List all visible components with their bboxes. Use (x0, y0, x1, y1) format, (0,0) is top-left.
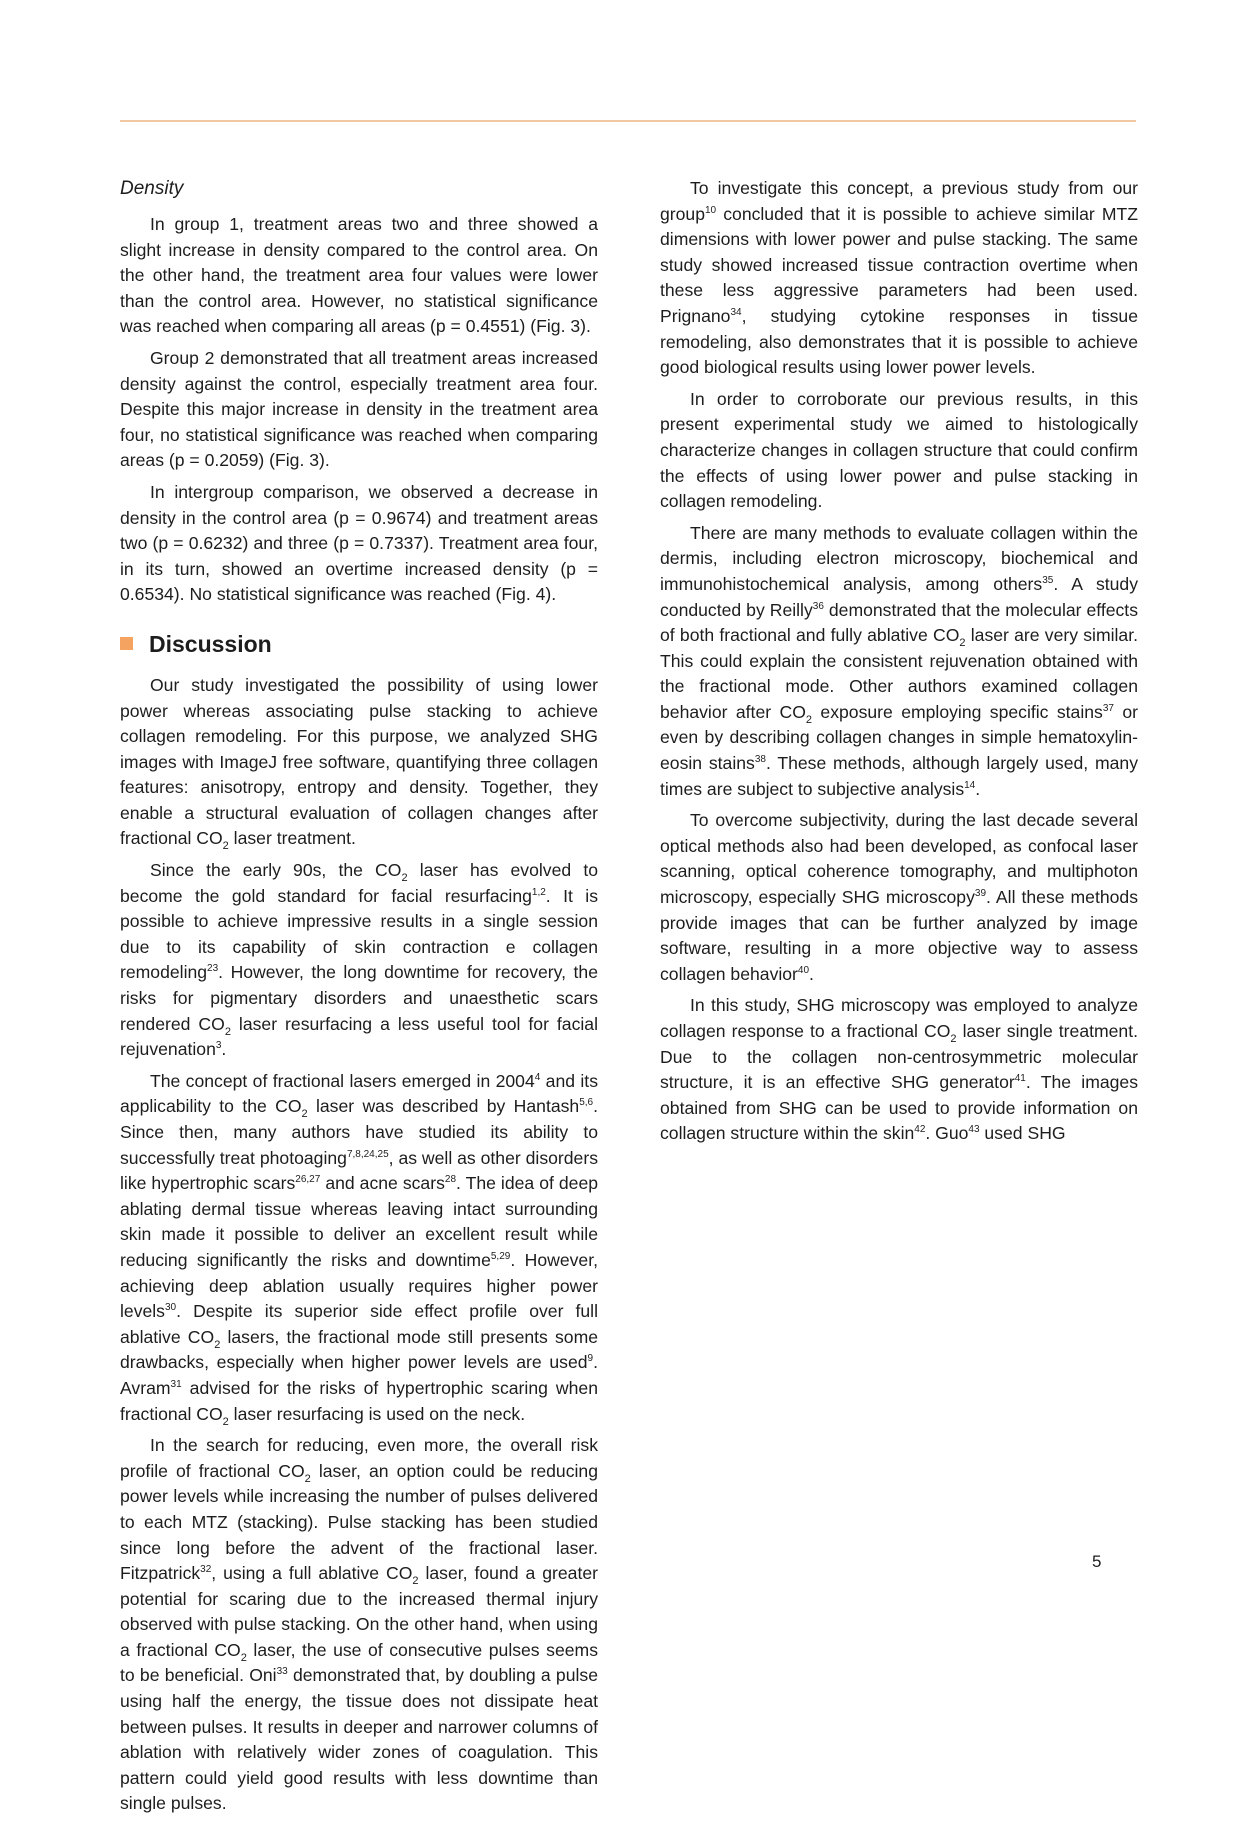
discussion-paragraph-8: To overcome subjectivity, during the last decade several optical methods also had been developed, as confocal laser scanning, optical coherence tomography, and multiphoton microscopy, especially SHG microscopy$^{39}$. All these methods provide images that can be further analyzed by image software, resulting in a more objective way to assess collagen behavior$^{40}$. (660, 810, 1138, 984)
right-column (660, 176, 1138, 1153)
discussion-paragraph-4-start: In the search for reducing, even more, the overall risk profile of fractional $CO_2$ laser, an option could be reducing power levels while increasing the number of pulses delivered to each MTZ (stacking). Pulse stacking has been studied since long before the advent of the fractional laser. Fitzpatrick$^{32}$, using a full ablative $CO_2$ laser, found a greater potential for scaring due to the increased thermal injury observed with pulse stacking. On the other hand, when using a fractional $CO_2$ laser, the use of consecutive pulses seems to be beneficial. Oni$^{33}$ demonstrated that, by doubling a pulse using half the energy, the tissue does not dissipate heat between pulses. It results in deeper and narrower columns of ablation with relatively wider zones of coagulation. This pattern could yield good results with less downtime than single pulses. (120, 1435, 598, 1814)
density-paragraph-3: In intergroup comparison, we observed a decrease in density in the control area (p = 0.9674) and treatment areas two (p = 0.6232) and three (p = 0.7337). Treatment area four, in its turn, showed an overtime increased density (p = 0.6534). No statistical significance was reached (Fig. 4). (120, 481, 598, 605)
discussion-paragraph-7: There are many methods to evaluate collagen within the dermis, including electron microscopy, biochemical and immunohistochemical analysis, among others$^{35}$. A study conducted by Reilly$^{36}$ demonstrated that the molecular effects of both fractional and fully ablative $CO_2$ laser are very similar. This could explain the consistent rejuvenation obtained with the fractional mode. Other authors examined collagen behavior after $CO_2$ exposure employing specific stains$^{37}$ or even by describing collagen changes in simple hematoxylin-eosin stains$^{38}$. These methods, although largely used, many times are subject to subjective analysis$^{14}$. (660, 522, 1138, 799)
header-rule (120, 120, 1136, 122)
left-column (120, 176, 598, 1823)
discussion-paragraph-2: Since the early 90s, the $CO_2$ laser has evolved to become the gold standard for facial resurfacing$^{1,2}$. It is possible to achieve impressive results in a single session due to its capability of skin contraction e collagen remodeling$^{23}$. However, the long downtime for recovery, the risks for pigmentary disorders and unaesthetic scars rendered $CO_2$ laser resurfacing a less useful tool for facial rejuvenation$^3$. (120, 860, 598, 1060)
discussion-paragraph-3: The concept of fractional lasers emerged in 2004$^4$ and its applicability to the $CO_2$ laser was described by Hantash$^{5,6}$. Since then, many authors have studied its ability to successfully treat photoaging$^{7,8,24,25}$, as well as other disorders like hypertrophic scars$^{26,27}$ and acne scars$^{28}$. The idea of deep ablating dermal tissue whereas leaving intact surrounding skin made it possible to deliver an excellent result while reducing significantly the risks and downtime$^{5,29}$. However, achieving deep ablation usually requires higher power levels$^{30}$. Despite its superior side effect profile over full ablative $CO_2$ lasers, the fractional mode still presents some drawbacks, especially when higher power levels are used$^9$. Avram$^{31}$ advised for the risks of hypertrophic scaring when fractional $CO_2$ laser resurfacing is used on the neck. (120, 1070, 599, 1428)
discussion-paragraph-9: In this study, SHG microscopy was employed to analyze collagen response to a fractional $CO_2$ laser single treatment. Due to the collagen non-centrosymmetric molecular structure, it is an effective SHG generator$^{41}$. The images obtained from SHG can be used to provide information on collagen structure within the skin$^{42}$. Guo$^{43}$ used SHG (660, 995, 1138, 1144)
density-paragraph-2: Group 2 demonstrated that all treatment areas increased density against the control, especially treatment area four. Despite this major increase in density in the treatment area four, no statistical significance was reached when comparing areas (p = 0.2059) (Fig. 3). (120, 347, 598, 471)
page-number: 5 (1092, 1552, 1102, 1571)
density-paragraph-1: In group 1, treatment areas two and three showed a slight increase in density compared to the control area. On the other hand, the treatment area four values were lower than the control area. However, no statistical significance was reached when comparing all areas (p = 0.4551) (Fig. 3). (120, 214, 598, 337)
heading-bullet-square-icon (120, 637, 133, 650)
discussion-heading-text: Discussion (149, 630, 272, 657)
discussion-paragraph-6: In order to corroborate our previous results, in this present experimental study we aimed to histologically characterize changes in collagen structure that could confirm the effects of using lower power and pulse stacking in collagen remodeling. (660, 388, 1138, 512)
density-subheading: Density (120, 178, 184, 199)
discussion-paragraph-5: To investigate this concept, a previous study from our group$^{10}$ concluded that it is possible to achieve similar MTZ dimensions with lower power and pulse stacking. The same study showed increased tissue contraction overtime when these less aggressive parameters had been used. Prignano$^{34}$, studying cytokine responses in tissue remodeling, also demonstrates that it is possible to achieve good biological results using lower power levels. (660, 178, 1138, 378)
discussion-paragraph-1: Our study investigated the possibility of using lower power whereas associating pulse stacking to achieve collagen remodeling. For this purpose, we analyzed SHG images with ImageJ free software, quantifying three collagen features: anisotropy, entropy and density. Together, they enable a structural evaluation of collagen changes after fractional $CO_2$ laser treatment. (120, 674, 598, 853)
discussion-heading (120, 630, 598, 658)
